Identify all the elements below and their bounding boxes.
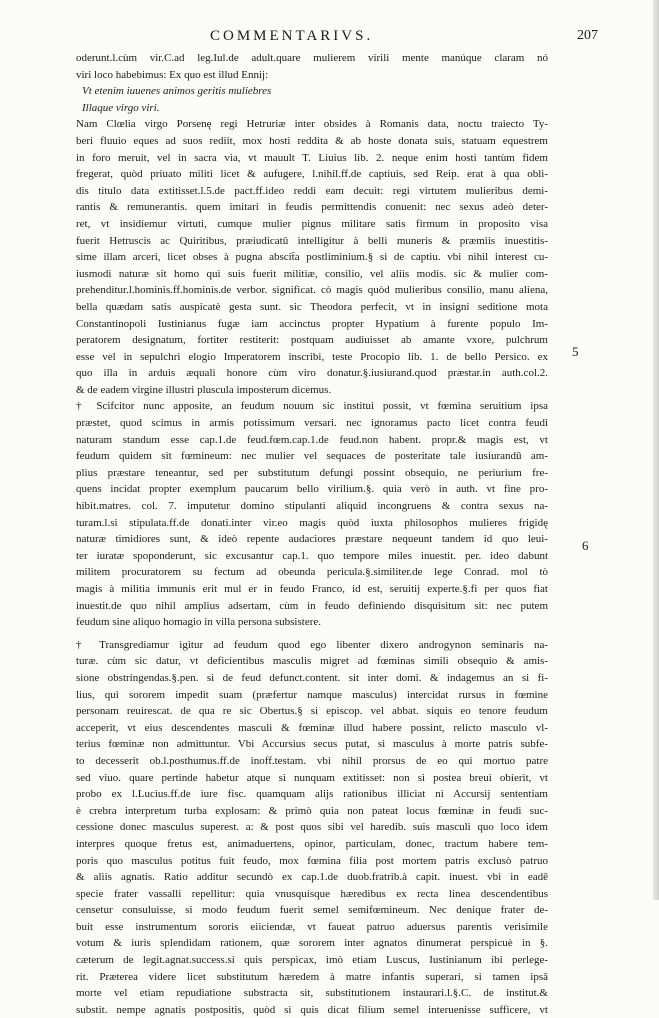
text-line: magis à militia immunis erit mul er in feudo Franco, id est, seruitij experte.§.fi per quos fiat [76, 583, 548, 595]
text-line: Vt etenim iuuenes animos geritis muliebres [82, 85, 272, 98]
text-line: Nam Clœlia virgo Porsenę regi Hetruriæ inter obsides à Romanis data, noctu traiecto Ty- [76, 118, 548, 131]
text-line: specie frater vassalli repellitur: quia vnusquisque hæredibus ex recta linea descendentibus [76, 887, 548, 900]
text-line: bella quædam satis auspicatè gesta sunt. sic Theodora perfecit, vt in insigni seditione mota [76, 300, 548, 313]
page-edge [653, 0, 659, 900]
margin-note: 5 [572, 344, 579, 359]
text-line: substit. nempe agnatis postpositis, quòd si quis dicat filium semel interuenisse sufficere, vt [76, 1003, 548, 1016]
text-line: rit. Præterea videre licet substitutum hæredem à matre infantis superari, si tamen ipsā [76, 970, 548, 983]
text-line: viri loco habebimus: Ex quo est illud Ennij: [76, 68, 269, 81]
text-line: plius præstare teneantur, sed per substitutum defungi possint obsequio, ne periurium fre- [76, 466, 548, 479]
text-line: naturam standum esse cap.1.de feud.fœm.cap.1.de feud.non habent. propr.& magis est, vt [76, 433, 548, 446]
text-line: oderunt.l.cùm vir.C.ad leg.Iul.de adult.quare mulierem virili mente manúque claram nó [76, 52, 548, 64]
running-header [60, 28, 600, 48]
text-line: personam reuirescat. de qua re sic Obertus.§ si episcop. vel abbat. siquis eo tenore feudum [76, 705, 548, 718]
running-title: COMMENTARIVS. [210, 28, 374, 44]
text-line: probo ex l.Lucius.ff.de iure fisc. quamquam alijs rationibus illiciat ni Accursij sententiam [76, 788, 548, 801]
text-line: è crebra interpretum turba explosam: & primò quia non pateat locus fœminæ in feudi suc- [76, 804, 548, 817]
text-line: sed viuo. quare pertinde habetur atque si nunquam extitisset: non si postea breui obierit, vt [76, 771, 548, 784]
text-line: præstet, quod scimus in armis potissimum versari. nec ignoramus pacto licet contra feudi [76, 417, 548, 430]
text-line: acceperit, vt eius descendentes masculi & fœminæ illud habere possint, relicto masculo vl- [76, 721, 548, 734]
text-line: esse vel in sepulchri elogio Imperatorem inscribi, teste Procopio lib. 1. de bello Persico. ex [76, 350, 548, 363]
text-line: rantis & remunerantis. quem imitari in feudis permittendis conuenit: nec sexus adeò deter- [76, 201, 548, 214]
text-line: interpres quoque fretus est, animaduertens, opinor, particulam, donec, tractum habere tem- [76, 837, 548, 850]
text-line: & aliis agnatis. Ratio additur secundò ex cap.1.de duob.fratrib.à capit. inuest. vbi in eadē [76, 871, 548, 884]
text-line: in foro meruit, vel in sacra via, vt mauult T. Liuius lib. 2. neque enim hosti tantùm fidem [76, 151, 548, 164]
text-line: feudum sine aliquo homagio in villa persona subsistere. [76, 616, 322, 629]
text-line: prehenditur.l.hominis.ff.hominis.de verbor. significat. cò magis quòd mulieribus consilio, manu aliena, [76, 284, 548, 297]
text-line: inuestit.de quo nihil amplius adsertam, cùm in feudo definiendo disquisitum sit: nec putem [76, 599, 548, 612]
margin-note: 6 [582, 538, 589, 553]
text-line: turæ. cùm sic datur, vt deficientibus masculis migret ad fœminas simili obsequio & amis- [76, 655, 548, 668]
commentary-text [76, 50, 548, 1018]
text-line: dis titulo data extitisset.l.5.de pact.ff.ideo reddi eam decuit: regi virtutem mulieribus demi- [76, 184, 548, 197]
text-line: turam.l.si stipulata.ff.de donati.inter vir.eo magis quòd iuxta philosophos mulieres frigidę [76, 516, 548, 529]
text-line: † Scifcitor nunc apposite, an feudum nouum sic institui possit, vt fœmina seruitium ipsa [76, 400, 548, 413]
text-line: to decesserit ob.l.posthumus.ff.de inoff.testam. vbi nihil prorsus de eo qui mortuo patre [76, 754, 548, 767]
text-line: quens incidat propter exemplum paucarum bello virilium.§. quia verò in auth. vt fine pro- [76, 483, 548, 496]
text-line: ter iuratæ spoponderunt, sic excusantur cap.1. quo tempore miles inuestit. per. ideo dabunt [76, 549, 548, 562]
text-line: cessione donec masculus superest. a: & post quos sibi vel haredib. suis masculi quo loco idem [76, 821, 548, 834]
text-line: morte vel etiam repudiatione substracta sit, substitutionem instaurari.l.§.C. de institut.& [76, 987, 548, 1000]
text-line: fuerit Hetruscis ac Quiritibus, præiudicatū intelligitur à belli muneris & præmiis inuestitis- [76, 234, 548, 247]
text-line: peratorem designatum, fortiter restiterit: postquam audiuisset ab amante vxore, pulchrum [76, 334, 548, 347]
text-line: iusmodi naturæ sit homo qui suis fuerit militiæ, consilio, vel aliis modis. sic & mulier com- [76, 267, 548, 280]
text-line: sime illam arceri, licet obses à pugna abscit̄a postliminium.§ si de captiu. vbi nihil interest cu- [76, 251, 548, 264]
text-line: fregerat, quòd priuato militi licet & aufugere, l.nihil.ff.de captiuis, sed Reip. erat à qua obli- [76, 168, 548, 181]
page-number: 207 [577, 28, 598, 43]
text-line: beri fluuio eques ad suos rediit, mox hosti reddita & ab hoste donata suis, statuam equestrem [76, 134, 548, 147]
text-line: cæterum de legit.agnat.success.si quis perspicax, imò etiam Luscus, Iustinianum ibi perlege- [76, 954, 548, 967]
text-line: & de eadem virgine illustri pluscula imposterum dicemus. [76, 383, 332, 396]
text-line: votum & iuris splendidam rationem, quæ sororem inter agnatos dinumerat perspicuè in §. [76, 937, 548, 950]
text-line: censetur consuluisse, si modo feudum fuerit semel semifœmineum. Nec denique frater de- [76, 904, 548, 917]
text-line: buit esse instrumentum sororis eiiciendæ, vt faueat patruo aduersus parentis verisimile [76, 920, 548, 933]
text-line: poris quo masculus potitus fuit feudo, mox fœmina filia post mortem patris exclusò patruo [76, 854, 548, 867]
text-line: sione obstringendas.§.pen. si de feud defunct.content. sit inter domi. & indagemus an si fi- [76, 671, 548, 684]
text-line: militem procuratorem su fectum ad obeunda pericula.§.similiter.de lege Conrad. mol tò [76, 566, 548, 579]
text-line: naturæ timidiores sunt, & ideò repente audaciores præstare nequeunt tandem id quo leui- [76, 533, 548, 546]
text-line: Illaque virgo viri. [82, 101, 160, 114]
text-line: feudum quidem sit fœmineum: nec mulier vel sequaces de posteritate tale iusiurandū am- [76, 450, 548, 463]
text-line: † Transgrediamur igitur ad feudum quod ego libenter dixero androgynon seminaris na- [76, 638, 548, 651]
text-line: lius, qui sororem impedit suam (præfertur namque masculus) intercidat rursus in fœmine [76, 688, 548, 701]
text-line: Constantinopoli Iustinianus fugæ iam accinctus propter Hypatium à furente populo Im- [76, 317, 548, 330]
text-line: terius fœminæ non admittuntur. Vbi Accursius secus putat, si masculus à morte patris subfe- [76, 738, 548, 751]
text-line: ret, vt insidiemur virtuti, cumque mulier pignus militare satis firmum in proposito visa [76, 217, 548, 230]
text-line: quo illa in arduis æquali honore cùm viro donatur.§.iusiurand.quod præstar.in auth.col.2. [76, 367, 548, 380]
text-line: hibit.matres. col. 7. imputetur domino stipulanti aliquid incongruens & contra sexus na- [76, 500, 548, 513]
